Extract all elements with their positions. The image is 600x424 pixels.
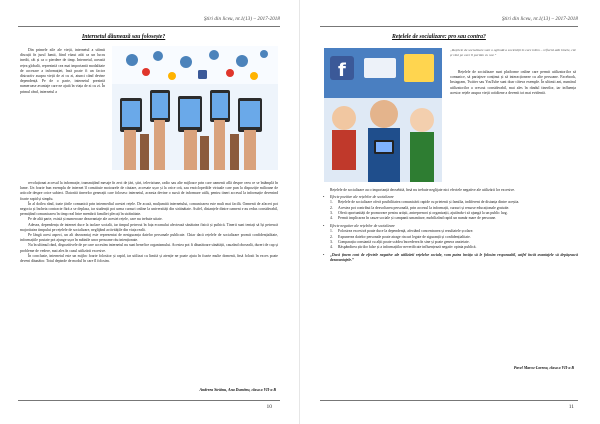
list-item: 3. Oferă oportunități de promovare pentru artiști, antreprenori și organizații, ajutându-i să ajungă la un public larg. — [330, 210, 508, 215]
section-heading-negative: • Efecte negative ale rețelelor de socializare — [323, 224, 395, 229]
svg-text:f: f — [338, 60, 346, 81]
intro-column — [20, 48, 105, 95]
conclusion-list — [322, 253, 578, 263]
list-item: 4. Răspândirea știrilor false și a informațiilor neverificate influențează negativ opinia publică. — [330, 245, 477, 250]
paragraph: Pe lângă acest aspect, un alt dezavantaj este reprezentat de nesiguranța datelor personale publicate. Chiar dacă rețelele de socializare promit confidențialitate, informațiile postate pot ajunge ușor în mâinile unor persoane rău intenționate. — [20, 233, 278, 243]
author-signature: Andreea Străinu, Ana Dumitru, clasa a VII-a B — [199, 388, 276, 392]
footer-rule — [320, 400, 578, 401]
intro-text: Rețelele de socializare sunt platforme online care permit utilizatorilor să comunice, să partajeze conținut și să interacționeze cu alte persoane. Facebook, Instagram, Twitter sau YouTube sunt doar câteva exemple. În ultimii ani, numărul utilizatorilor a crescut considerabil, mai ales în rândul tinerilor, iar influența acestor rețele asupra vieții cotidiene a devenit tot mai evidentă. — [450, 70, 576, 95]
list-item: 2. Expunerea datelor personale poate atrage riscuri legate de siguranță și confidențialitate. — [330, 234, 471, 239]
article-photo — [324, 48, 442, 182]
intro-text: Din primele zile ale vieții, internetul a stârnit discuții în jurul lumii, fiind văzut atât ca un lucru inedit, cât și ca o pierdere de timp. Internetul, această rețea globală, reprezintă cea mai importantă modalitate de accesare a informației, însă poate fi un factor distructiv asupra vieții de zi cu zi, atunci când devine dependență. Pe de o parte, internetul prezintă numeroase avantaje care ne ajută în viața de zi cu zi. În primul rând, internetul a — [20, 48, 105, 94]
hands-with-devices-illustration — [112, 46, 278, 170]
header-rule — [320, 26, 578, 27]
conclusion-item: • „Dacă ținem cont de efectele negative ale utilizării rețelelor sociale, vom putea învăța să le folosim responsabil, astfel încât avantajele să depășească dezavantajele.” — [323, 253, 578, 263]
lead-paragraph: Rețelele de socializare au o importanță deosebită, însă nu trebuie neglijate nici efectele negative ale utilizării lor excesive. — [330, 188, 516, 192]
bullet-icon: • — [323, 253, 325, 258]
paragraph: Adesea, dependența de internet duce la izolare socială, iar timpul petrecut în fața ecranului afectează sănătatea fizică și psihică. Tinerii sunt tentați să își petreacă majoritatea timpului pe rețelele de socializare, neglijând activitățile din viața reală. — [20, 222, 278, 232]
bullet-icon: • — [323, 224, 325, 229]
section-heading-positive: • Efecte pozitive ale rețelelor de socializare — [323, 195, 394, 200]
article-body — [20, 181, 278, 264]
positive-effects-list — [322, 200, 578, 221]
paragraph: revoluționat accesul la informație, transmițând mesaje în zeci de țări, știri, televiziune, radio sau alte mijloace prin care oamenii află despre ceea ce se întâmplă în lume. Un foarte bun exemplu de internet îl constituie motoarele de căutare, accesate ușor și la orice oră, sau enciclopediile virtuale care pun la dispoziție milioane de articole despre orice subiect. Datorită tinerelor generații care folosesc internetul, aceasta devine o sursă de informare utilă, pentru tineri accesul la informație devenind foarte rapid și simplu. — [20, 181, 278, 201]
list-item: 4. Permit implicarea în cauze sociale și campanii umanitare, mobilizând rapid un număr mare de persoane. — [330, 216, 497, 221]
paragraph: În al doilea rând, toate țările comunică prin intermediul acestei rețele. De acasă, mulțumită internetului, comunicarea este mult mai facilă. Oamenii de afaceri pot negocia și încheia contracte fără a se deplasa, iar studenții pot urma cursuri online la universități din străinătate. Astfel, distanțele dintre oameni s-au redus considerabil, permițând comunicarea în timp real între membrii familiei plecați în străinătate. — [20, 201, 278, 217]
paragraph: Nu în ultimul rând, dispozitivele de pe care accesăm internetul nu sunt benefice organismului. Acestea pot fi dăunătoare sănătății, cauzând oboseală, dureri de cap și probleme de vedere, mai ales în cazul utilizării excesive. — [20, 243, 278, 253]
running-head: Ştiri din liceu, nr.1(13) – 2017-2018 — [501, 17, 578, 22]
page-number: 11 — [568, 404, 574, 410]
epigraph-quote: „Rețelele de socializare sunt o oglindă a societății în care trăim – reflectă atât binele, cât și răul pe care îl purtăm cu noi.” — [450, 48, 576, 57]
paragraph: În concluzie, internetul este un mijloc foarte folositor și rapid, iar utilizat cu limită și atenție ne poate ajuta în foarte multe domenii, însă folosit în exces poate deveni dăunător. Totul depinde de modul în care îl folosim. — [20, 253, 278, 264]
list-item: 1. Folosirea excesivă poate duce la dependență, afectând concentrarea și rezultatele școlare. — [330, 229, 474, 234]
list-item: 1. Rețelele de socializare oferă posibilitatea comunicării rapide cu prietenii și familia, indiferent de distanța dintre aceștia. — [330, 200, 520, 205]
author-signature: Pavel Marcu-Lorena, clasa a VII-a B — [513, 366, 574, 370]
article-body — [322, 188, 578, 264]
intro-column — [450, 70, 576, 96]
list-item: 3. Comparația constantă cu alții poate scădea încrederea în sine și poate genera anxietate. — [330, 239, 470, 244]
article-photo — [112, 46, 278, 170]
list-item: 2. Acestea pot contribui la dezvoltarea personală, prin accesul la informații, cursuri și resurse educaționale gratuite. — [330, 205, 510, 210]
article-title: Internetul dăunează sau folosește? — [82, 34, 166, 40]
social-network-collage-illustration — [324, 48, 442, 182]
footer-rule — [18, 400, 280, 401]
paragraph: Pe de altă parte, există și numeroase dezavantaje ale acestei rețele, care nu trebuie uitate. — [28, 217, 163, 222]
running-head: Ştiri din liceu, nr.1(13) – 2017-2018 — [203, 17, 280, 22]
negative-effects-list — [322, 229, 578, 250]
article-title: Rețelele de socializare: pro sau contra? — [392, 34, 486, 40]
page-right — [300, 0, 600, 424]
page-number: 10 — [266, 404, 272, 410]
header-rule — [18, 26, 280, 27]
bullet-icon: • — [323, 195, 325, 200]
